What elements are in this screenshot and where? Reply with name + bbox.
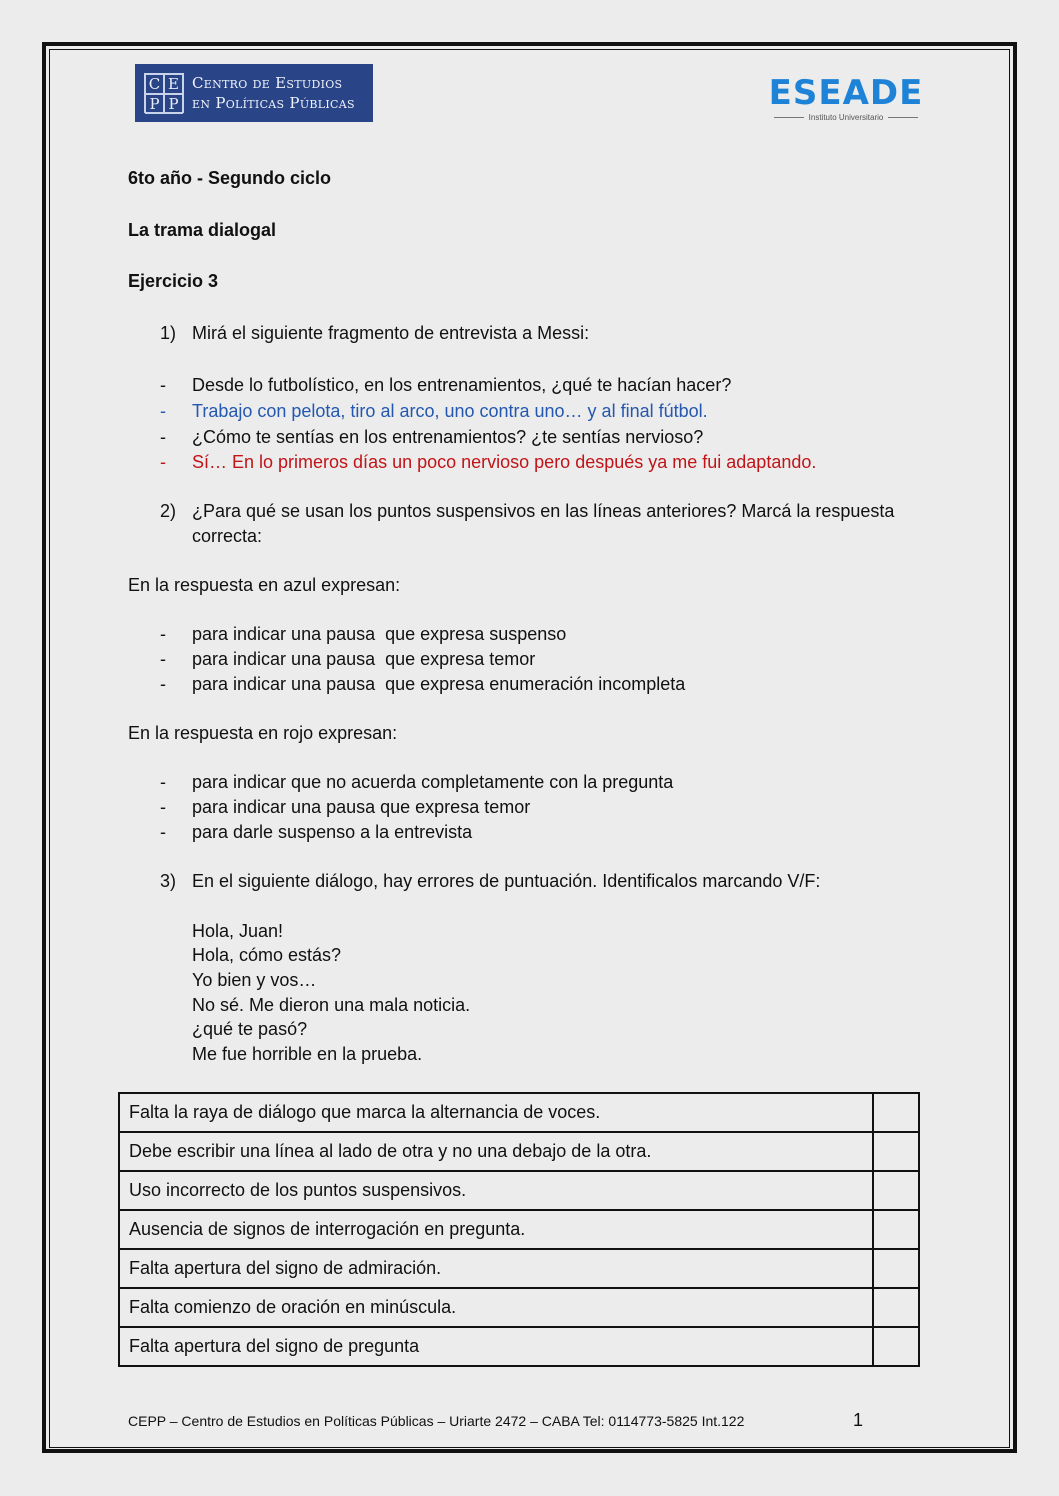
table-row — [119, 1249, 919, 1288]
q2-number: 2) — [160, 501, 177, 521]
statement-cell: Falta apertura del signo de pregunta — [119, 1327, 873, 1366]
q2-text-line2: correcta: — [192, 526, 263, 546]
eseade-subtitle: Instituto Universitario — [766, 113, 926, 122]
dialogue-dash: - — [160, 401, 166, 421]
dialogue-line: No sé. Me dieron una mala noticia. — [192, 995, 471, 1015]
dialogue-line: Hola, Juan! — [192, 921, 284, 941]
option-dash: - — [160, 674, 166, 694]
answer-box[interactable] — [873, 1249, 919, 1288]
q3-text: En el siguiente diálogo, hay errores de puntuación. Identificalos marcando V/F: — [192, 871, 821, 891]
statement-cell: Ausencia de signos de interrogación en pregunta. — [119, 1210, 873, 1249]
dialogue-line: Me fue horrible en la prueba. — [192, 1044, 423, 1064]
red-option: para darle suspenso a la entrevista — [192, 822, 473, 842]
q2-text-line1: ¿Para qué se usan los puntos suspensivos en las líneas anteriores? Marcá la respuesta — [192, 501, 895, 521]
cepp-letter: P — [145, 94, 164, 114]
answer-box[interactable] — [873, 1093, 919, 1132]
option-dash: - — [160, 624, 166, 644]
option-dash: - — [160, 772, 166, 792]
dialogue-dash: - — [160, 452, 166, 472]
interview-answer-red: Sí… En lo primeros días un poco nervioso pero después ya me fui adaptando. — [192, 452, 817, 472]
cepp-letter: E — [164, 74, 183, 94]
footer-text: CEPP – Centro de Estudios en Políticas Públicas – Uriarte 2472 – CABA Tel: 0114773-5825 Int.122 — [128, 1413, 745, 1429]
page-number: 1 — [853, 1410, 864, 1430]
statement-cell: Falta apertura del signo de admiración. — [119, 1249, 873, 1288]
blue-option: para indicar una pausa que expresa suspenso — [192, 624, 567, 644]
cepp-letter: P — [164, 94, 183, 114]
answer-box[interactable] — [873, 1327, 919, 1366]
table-row — [119, 1288, 919, 1327]
answer-box[interactable] — [873, 1210, 919, 1249]
option-dash: - — [160, 649, 166, 669]
answer-box[interactable] — [873, 1132, 919, 1171]
red-answer-intro: En la respuesta en rojo expresan: — [128, 723, 398, 743]
option-dash: - — [160, 797, 166, 817]
eseade-wordmark: ESEADE — [768, 73, 924, 113]
dialogue-line: Hola, cómo estás? — [192, 945, 342, 965]
answer-box[interactable] — [873, 1171, 919, 1210]
eseade-logo — [766, 74, 926, 124]
q1-number: 1) — [160, 323, 177, 343]
option-dash: - — [160, 822, 166, 842]
q1-text: Mirá el siguiente fragmento de entrevista a Messi: — [192, 323, 590, 343]
red-option: para indicar una pausa que expresa temor — [192, 797, 531, 817]
grade-heading: 6to año - Segundo ciclo — [128, 168, 332, 188]
cepp-logo — [135, 64, 373, 122]
cepp-name-line2: en Políticas Públicas — [192, 94, 355, 112]
cepp-monogram — [144, 73, 184, 113]
cepp-name-line1: Centro de Estudios — [192, 74, 343, 92]
interview-question-1: Desde lo futbolístico, en los entrenamientos, ¿qué te hacían hacer? — [192, 375, 732, 395]
statement-cell: Uso incorrecto de los puntos suspensivos. — [119, 1171, 873, 1210]
table-row — [119, 1093, 919, 1132]
statement-cell: Debe escribir una línea al lado de otra y no una debajo de la otra. — [119, 1132, 873, 1171]
blue-option: para indicar una pausa que expresa enumeración incompleta — [192, 674, 686, 694]
table-row — [119, 1132, 919, 1171]
table-row — [119, 1210, 919, 1249]
blue-answer-intro: En la respuesta en azul expresan: — [128, 575, 401, 595]
exercise-heading: Ejercicio 3 — [128, 271, 219, 291]
cepp-name — [192, 73, 355, 113]
answer-box[interactable] — [873, 1288, 919, 1327]
statement-cell: Falta la raya de diálogo que marca la alternancia de voces. — [119, 1093, 873, 1132]
cepp-letter: C — [145, 74, 164, 94]
true-false-table — [118, 1092, 920, 1367]
blue-option: para indicar una pausa que expresa temor — [192, 649, 536, 669]
interview-answer-blue: Trabajo con pelota, tiro al arco, uno contra uno… y al final fútbol. — [192, 401, 708, 421]
q3-number: 3) — [160, 871, 177, 891]
interview-question-2: ¿Cómo te sentías en los entrenamientos? ¿te sentías nervioso? — [192, 427, 704, 447]
dialogue-dash: - — [160, 427, 166, 447]
topic-heading: La trama dialogal — [128, 220, 277, 240]
table-row — [119, 1327, 919, 1366]
table-row — [119, 1171, 919, 1210]
statement-cell: Falta comienzo de oración en minúscula. — [119, 1288, 873, 1327]
dialogue-line: ¿qué te pasó? — [192, 1019, 308, 1039]
red-option: para indicar que no acuerda completamente con la pregunta — [192, 772, 674, 792]
dialogue-dash: - — [160, 375, 166, 395]
dialogue-line: Yo bien y vos… — [192, 970, 317, 990]
